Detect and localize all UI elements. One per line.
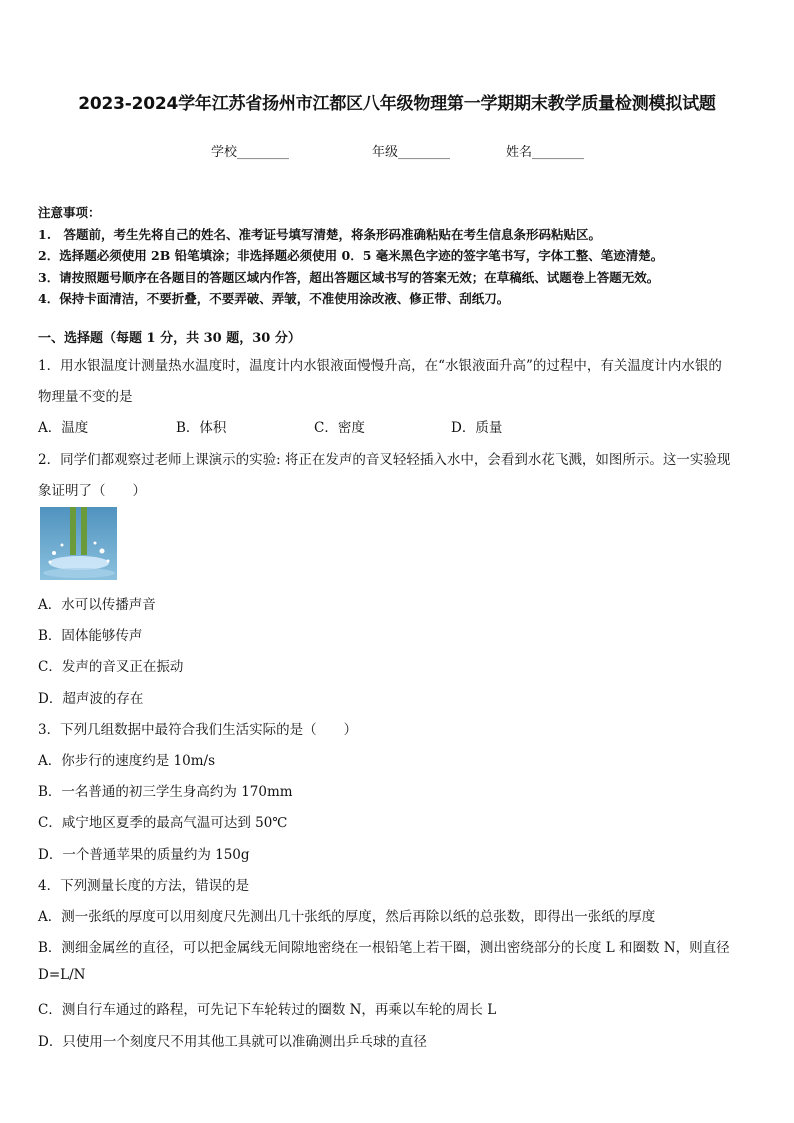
q1-stem-line1: 1．用水银温度计测量热水温度时，温度计内水银液面慢慢升高，在“水银液面升高”的过程中，有关温度计内水银的: [38, 358, 722, 374]
q2-stem-line1: 2．同学们都观察过老师上课演示的实验: 将正在发声的音叉轻轻插入水中，会看到水花飞溅，如图所示。这一实验现: [38, 452, 731, 468]
notice-item: 4．保持卡面清洁，不要折叠，不要弄破、弄皱，不准使用涂改液、修正带、刮纸刀。: [38, 291, 510, 306]
q2-option-c[interactable]: C．发声的音叉正在振动: [38, 659, 184, 675]
q2-option-b[interactable]: B．固体能够传声: [38, 628, 143, 644]
q1-option-a[interactable]: A．温度: [38, 420, 89, 436]
school-field[interactable]: 学校________: [211, 145, 290, 160]
q3-option-b[interactable]: B．一名普通的初三学生身高约为 170mm: [38, 784, 293, 800]
q1-option-d[interactable]: D．质量: [451, 420, 503, 436]
student-info-fields: [0, 141, 794, 161]
notice-item: 2．选择题必须使用 2B 铅笔填涂；非选择题必须使用 0．5 毫米黑色字迹的签字笔书写，字体工整、笔迹清楚。: [38, 248, 664, 263]
q4-option-b-line1[interactable]: B．测细金属丝的直径，可以把金属线无间隙地密绕在一根铅笔上若干圈，测出密绕部分的长度 L 和圈数 N，则直径: [38, 940, 730, 956]
q3-option-d[interactable]: D．一个普通苹果的质量约为 150g: [38, 847, 250, 863]
q3-option-c[interactable]: C．咸宁地区夏季的最高气温可达到 50℃: [38, 815, 288, 831]
q4-option-b-line2: D=L/N: [38, 967, 86, 983]
notice-item: 3．请按照题号顺序在各题目的答题区域内作答，超出答题区域书写的答案无效；在草稿纸、试题卷上答题无效。: [38, 269, 660, 285]
notice-heading: 注意事项：: [38, 205, 101, 220]
exam-title: 2023-2024学年江苏省扬州市江都区八年级物理第一学期期末教学质量检测模拟试题: [78, 94, 716, 114]
q3-stem: 3．下列几组数据中最符合我们生活实际的是（ ）: [38, 722, 358, 738]
q4-option-d[interactable]: D．只使用一个刻度尺不用其他工具就可以准确测出乒乓球的直径: [38, 1034, 427, 1050]
q3-option-a[interactable]: A．你步行的速度约是 10m/s: [38, 753, 215, 769]
notice-item: 1. 答题前，考生先将自己的姓名、准考证号填写清楚，将条形码准确粘贴在考生信息条形码粘贴区。: [38, 226, 602, 242]
notice-block: [38, 202, 758, 310]
q1-stem-line2: 物理量不变的是: [38, 389, 133, 405]
q1-option-c[interactable]: C．密度: [314, 420, 365, 436]
tuning-fork-water-icon: [40, 507, 117, 580]
section-heading: 一、选择题（每题 1 分，共 30 题，30 分）: [38, 331, 301, 346]
q4-option-c[interactable]: C．测自行车通过的路程，可先记下车轮转过的圈数 N，再乘以车轮的周长 L: [38, 1002, 497, 1018]
q2-stem-line2: 象证明了（ ）: [38, 483, 146, 499]
q4-option-a[interactable]: A．测一张纸的厚度可以用刻度尺先测出几十张纸的厚度，然后再除以纸的总张数，即得出一张纸的厚度: [38, 909, 656, 925]
grade-field[interactable]: 年级________: [372, 145, 451, 160]
tuning-fork-water-photo: [40, 507, 117, 580]
q2-option-d[interactable]: D．超声波的存在: [38, 691, 144, 707]
q1-option-b[interactable]: B．体积: [176, 420, 227, 436]
name-field[interactable]: 姓名________: [506, 145, 585, 160]
q4-stem: 4．下列测量长度的方法，错误的是: [38, 878, 250, 894]
q2-option-a[interactable]: A．水可以传播声音: [38, 597, 156, 613]
